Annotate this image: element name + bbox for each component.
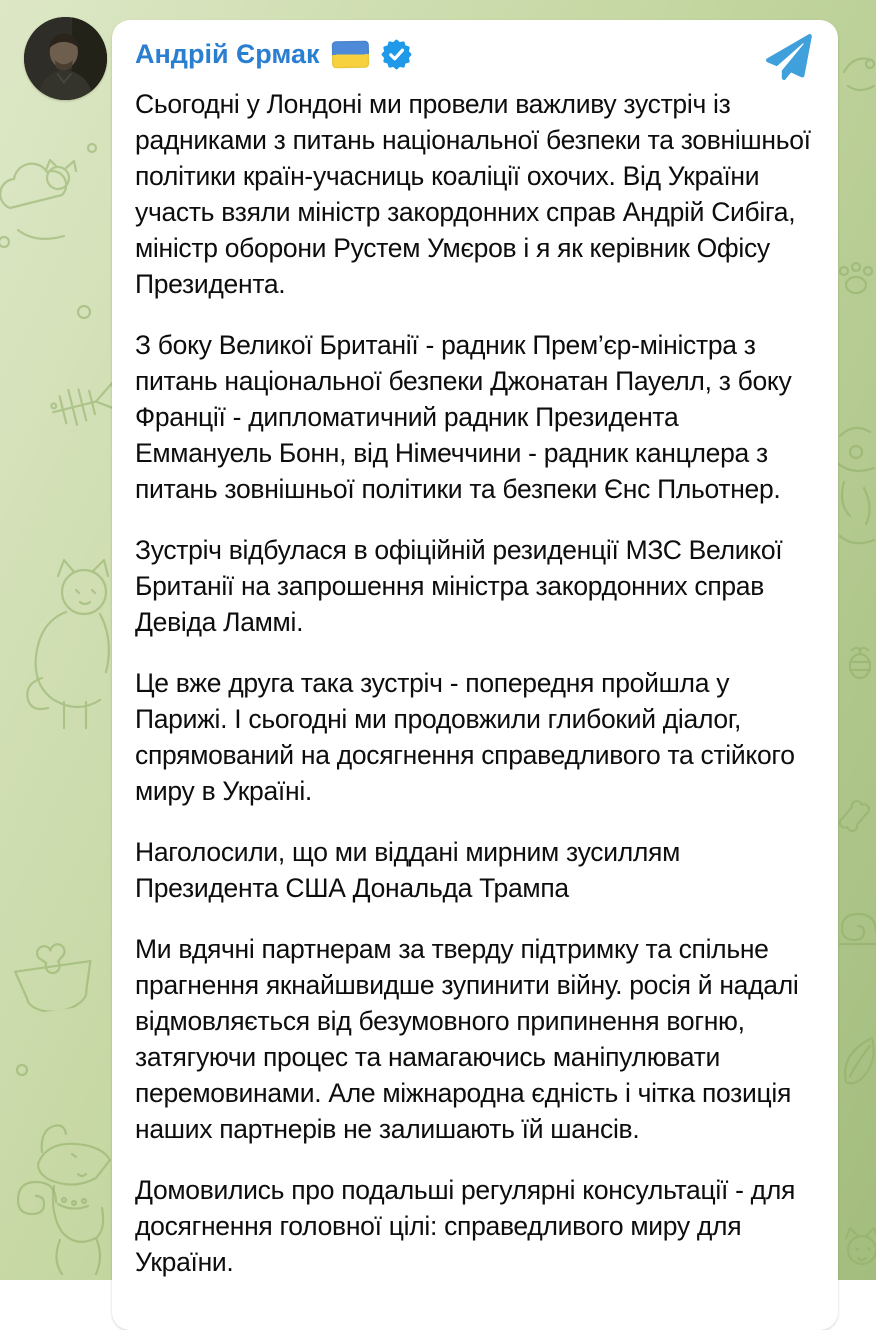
post-paragraph: Домовились про подальші регулярні консультації - для досягнення головної цілі: справедливого миру для України. <box>135 1175 796 1277</box>
verified-badge-icon <box>381 39 412 70</box>
post-header <box>124 35 826 73</box>
bird-doodle-icon <box>840 42 876 102</box>
post-paragraph: Це вже друга така зустріч - попередня пройшла у Парижі. І сьогодні ми продовжили глибокий діалог, спрямований на досягнення справедливого та стійкого миру в Україні. <box>135 668 795 806</box>
telegram-plane-icon[interactable] <box>766 34 812 80</box>
post-text <box>124 86 826 1280</box>
channel-avatar[interactable] <box>24 17 107 100</box>
message-bubble <box>112 20 838 1330</box>
spiral-doodle-icon <box>8 1168 64 1224</box>
cat-on-cloud-doodle-icon <box>0 112 118 262</box>
pet-bowl-doodle-icon <box>2 933 111 1016</box>
avatar-photo-placeholder <box>24 17 107 100</box>
sitting-cat-doodle-icon <box>6 550 126 750</box>
paw-doodle-icon <box>832 255 876 303</box>
kitten-doodle-icon <box>836 1222 876 1280</box>
post-paragraph: Ми вдячні партнерам за тверду підтримку та спільне прагнення якнайшвидше зупинити війну. росія й надалі відмовляється від безумовного припинення вогню, затягуючи процес та намагаючись маніпулювати перемовинами. Але міжнародна єдність і чітка позиція наших партнерів не залишають їй шансів. <box>135 934 799 1144</box>
dot-doodle-icon <box>72 300 96 324</box>
post-paragraph: Сьогодні у Лондоні ми провели важливу зустріч із радниками з питань національної безпеки та зовнішньої політики країн-учасниць коаліції охочих. Від України участь взяли міністр закордонних справ Андрій Сибіга, міністр оборони Рустем Умєров і я як керівник Офісу Президента. <box>135 89 811 299</box>
post-paragraph: Зустріч відбулася в офіційній резиденції МЗС Великої Британії на запрошення міністра закордонних справ Девіда Ламмі. <box>135 535 783 637</box>
channel-name[interactable]: Андрій Єрмак <box>135 39 320 69</box>
bee-doodle-icon <box>842 642 876 684</box>
ukraine-flag-icon <box>331 40 368 68</box>
leaf-doodle-icon <box>838 1030 876 1090</box>
post-paragraph: З боку Великої Британії - радник Прем’єр-міністра з питань національної безпеки Джонатан Пауелл, з боку Франції - дипломатичний радник Президента Еммануель Бонн, від Німеччини - радник канцлера з питань зовнішньої політики та безпеки Єнс Пльотнер. <box>135 330 792 504</box>
post-paragraph: Наголосили, що ми віддані мирним зусиллям Президента США Дональда Трампа <box>135 837 680 903</box>
snail-doodle-icon <box>834 900 876 954</box>
dot-doodle-icon <box>12 1060 32 1080</box>
